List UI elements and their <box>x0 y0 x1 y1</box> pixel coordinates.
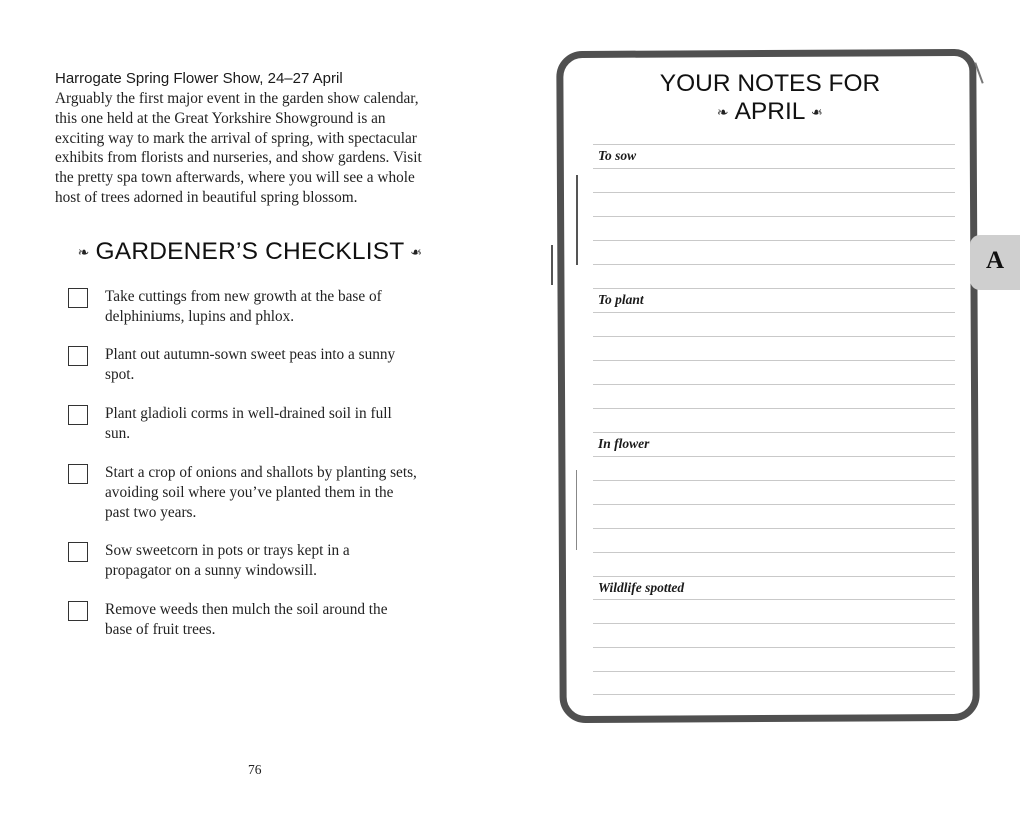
rule-line <box>593 144 955 145</box>
event-description-line: host of trees adorned in beautiful spring blossom. <box>55 188 358 206</box>
event-description-line: Arguably the first major event in the garden show calendar, <box>55 90 419 107</box>
flourish-icon: ❧ <box>716 104 729 121</box>
event-description <box>55 89 445 208</box>
index-tab-letter: A <box>986 247 1005 274</box>
writing-line[interactable] <box>593 168 955 169</box>
checklist-item-line: Start a crop of onions and shallots by planting sets, <box>105 464 417 481</box>
checklist-heading <box>60 238 440 266</box>
writing-line[interactable] <box>593 216 955 217</box>
event-description-line: exhibits from florists and nurseries, and show gardens. Visit <box>55 149 422 167</box>
writing-line[interactable] <box>593 312 955 313</box>
writing-line[interactable] <box>593 384 955 385</box>
writing-line[interactable] <box>593 480 955 481</box>
checklist-item-line: Take cuttings from new growth at the base of <box>105 288 382 305</box>
page-number: 76 <box>248 762 262 777</box>
event-title: Harrogate Spring Flower Show, 24–27 April <box>55 70 343 87</box>
flourish-icon: ❧ <box>410 244 423 261</box>
notes-title-line2 <box>590 98 950 127</box>
checklist-heading-text: GARDENER’S CHECKLIST <box>95 238 405 265</box>
writing-line[interactable] <box>593 240 955 241</box>
writing-line[interactable] <box>593 599 955 600</box>
checklist-item-text <box>105 600 445 640</box>
checklist-item-line: Sow sweetcorn in pots or trays kept in a <box>105 542 350 559</box>
frame-texture <box>576 175 578 265</box>
writing-line[interactable] <box>593 528 955 529</box>
index-tab-a[interactable] <box>970 235 1020 290</box>
section-label-to-sow: To sow <box>598 148 637 163</box>
writing-line[interactable] <box>593 360 955 361</box>
checkbox[interactable] <box>68 464 88 484</box>
writing-line[interactable] <box>593 552 955 553</box>
checkbox[interactable] <box>68 346 88 366</box>
rule-line <box>593 432 955 433</box>
frame-texture <box>576 470 577 550</box>
event-description-line: exciting way to mark the arrival of spring, with spectacular <box>55 129 417 147</box>
notes-title <box>590 70 950 127</box>
frame-texture <box>551 245 553 285</box>
checklist-item-line: spot. <box>105 365 135 383</box>
event-description-line: the pretty spa town afterwards, where you will see a whole <box>55 169 415 187</box>
section-label-to-plant: To plant <box>598 292 644 307</box>
checklist-item-line: Plant gladioli corms in well-drained soil in full <box>105 405 392 422</box>
rule-line <box>593 288 955 289</box>
checklist-item-text <box>105 463 445 522</box>
checklist-item-text <box>105 404 445 444</box>
event-description-line: this one held at the Great Yorkshire Showground is an <box>55 109 386 127</box>
section-label-in-flower: In flower <box>598 436 650 451</box>
writing-line[interactable] <box>593 647 955 648</box>
left-page <box>0 0 500 818</box>
checkbox[interactable] <box>68 601 88 621</box>
writing-line[interactable] <box>593 671 955 672</box>
checklist-item-text <box>105 345 445 385</box>
writing-line[interactable] <box>593 504 955 505</box>
rule-line <box>593 576 955 577</box>
flourish-icon: ❧ <box>811 104 824 121</box>
checkbox[interactable] <box>68 288 88 308</box>
checkbox[interactable] <box>68 405 88 425</box>
writing-line[interactable] <box>593 336 955 337</box>
notes-title-month: APRIL <box>734 98 806 125</box>
checklist-item-text <box>105 541 445 581</box>
checklist-item-line: past two years. <box>105 503 197 521</box>
checklist-item-line: Plant out autumn-sown sweet peas into a sunny <box>105 346 396 363</box>
checklist-item-line: avoiding soil where you’ve planted them in the <box>105 483 394 501</box>
checklist-item-line: base of fruit trees. <box>105 620 216 638</box>
writing-line[interactable] <box>593 456 955 457</box>
writing-line[interactable] <box>593 192 955 193</box>
notes-title-line1: YOUR NOTES FOR <box>659 70 881 97</box>
checkbox[interactable] <box>68 542 88 562</box>
flourish-icon: ❧ <box>77 244 90 261</box>
writing-line[interactable] <box>593 408 955 409</box>
checklist-item-text <box>105 287 445 327</box>
checklist-item-line: sun. <box>105 424 131 442</box>
checklist-item-line: propagator on a sunny windowsill. <box>105 561 318 579</box>
section-label-wildlife-spotted: Wildlife spotted <box>598 580 685 595</box>
writing-line[interactable] <box>593 264 955 265</box>
writing-line[interactable] <box>593 694 955 695</box>
writing-line[interactable] <box>593 623 955 624</box>
checklist-item-line: Remove weeds then mulch the soil around the <box>105 601 388 618</box>
checklist-item-line: delphiniums, lupins and phlox. <box>105 307 295 325</box>
